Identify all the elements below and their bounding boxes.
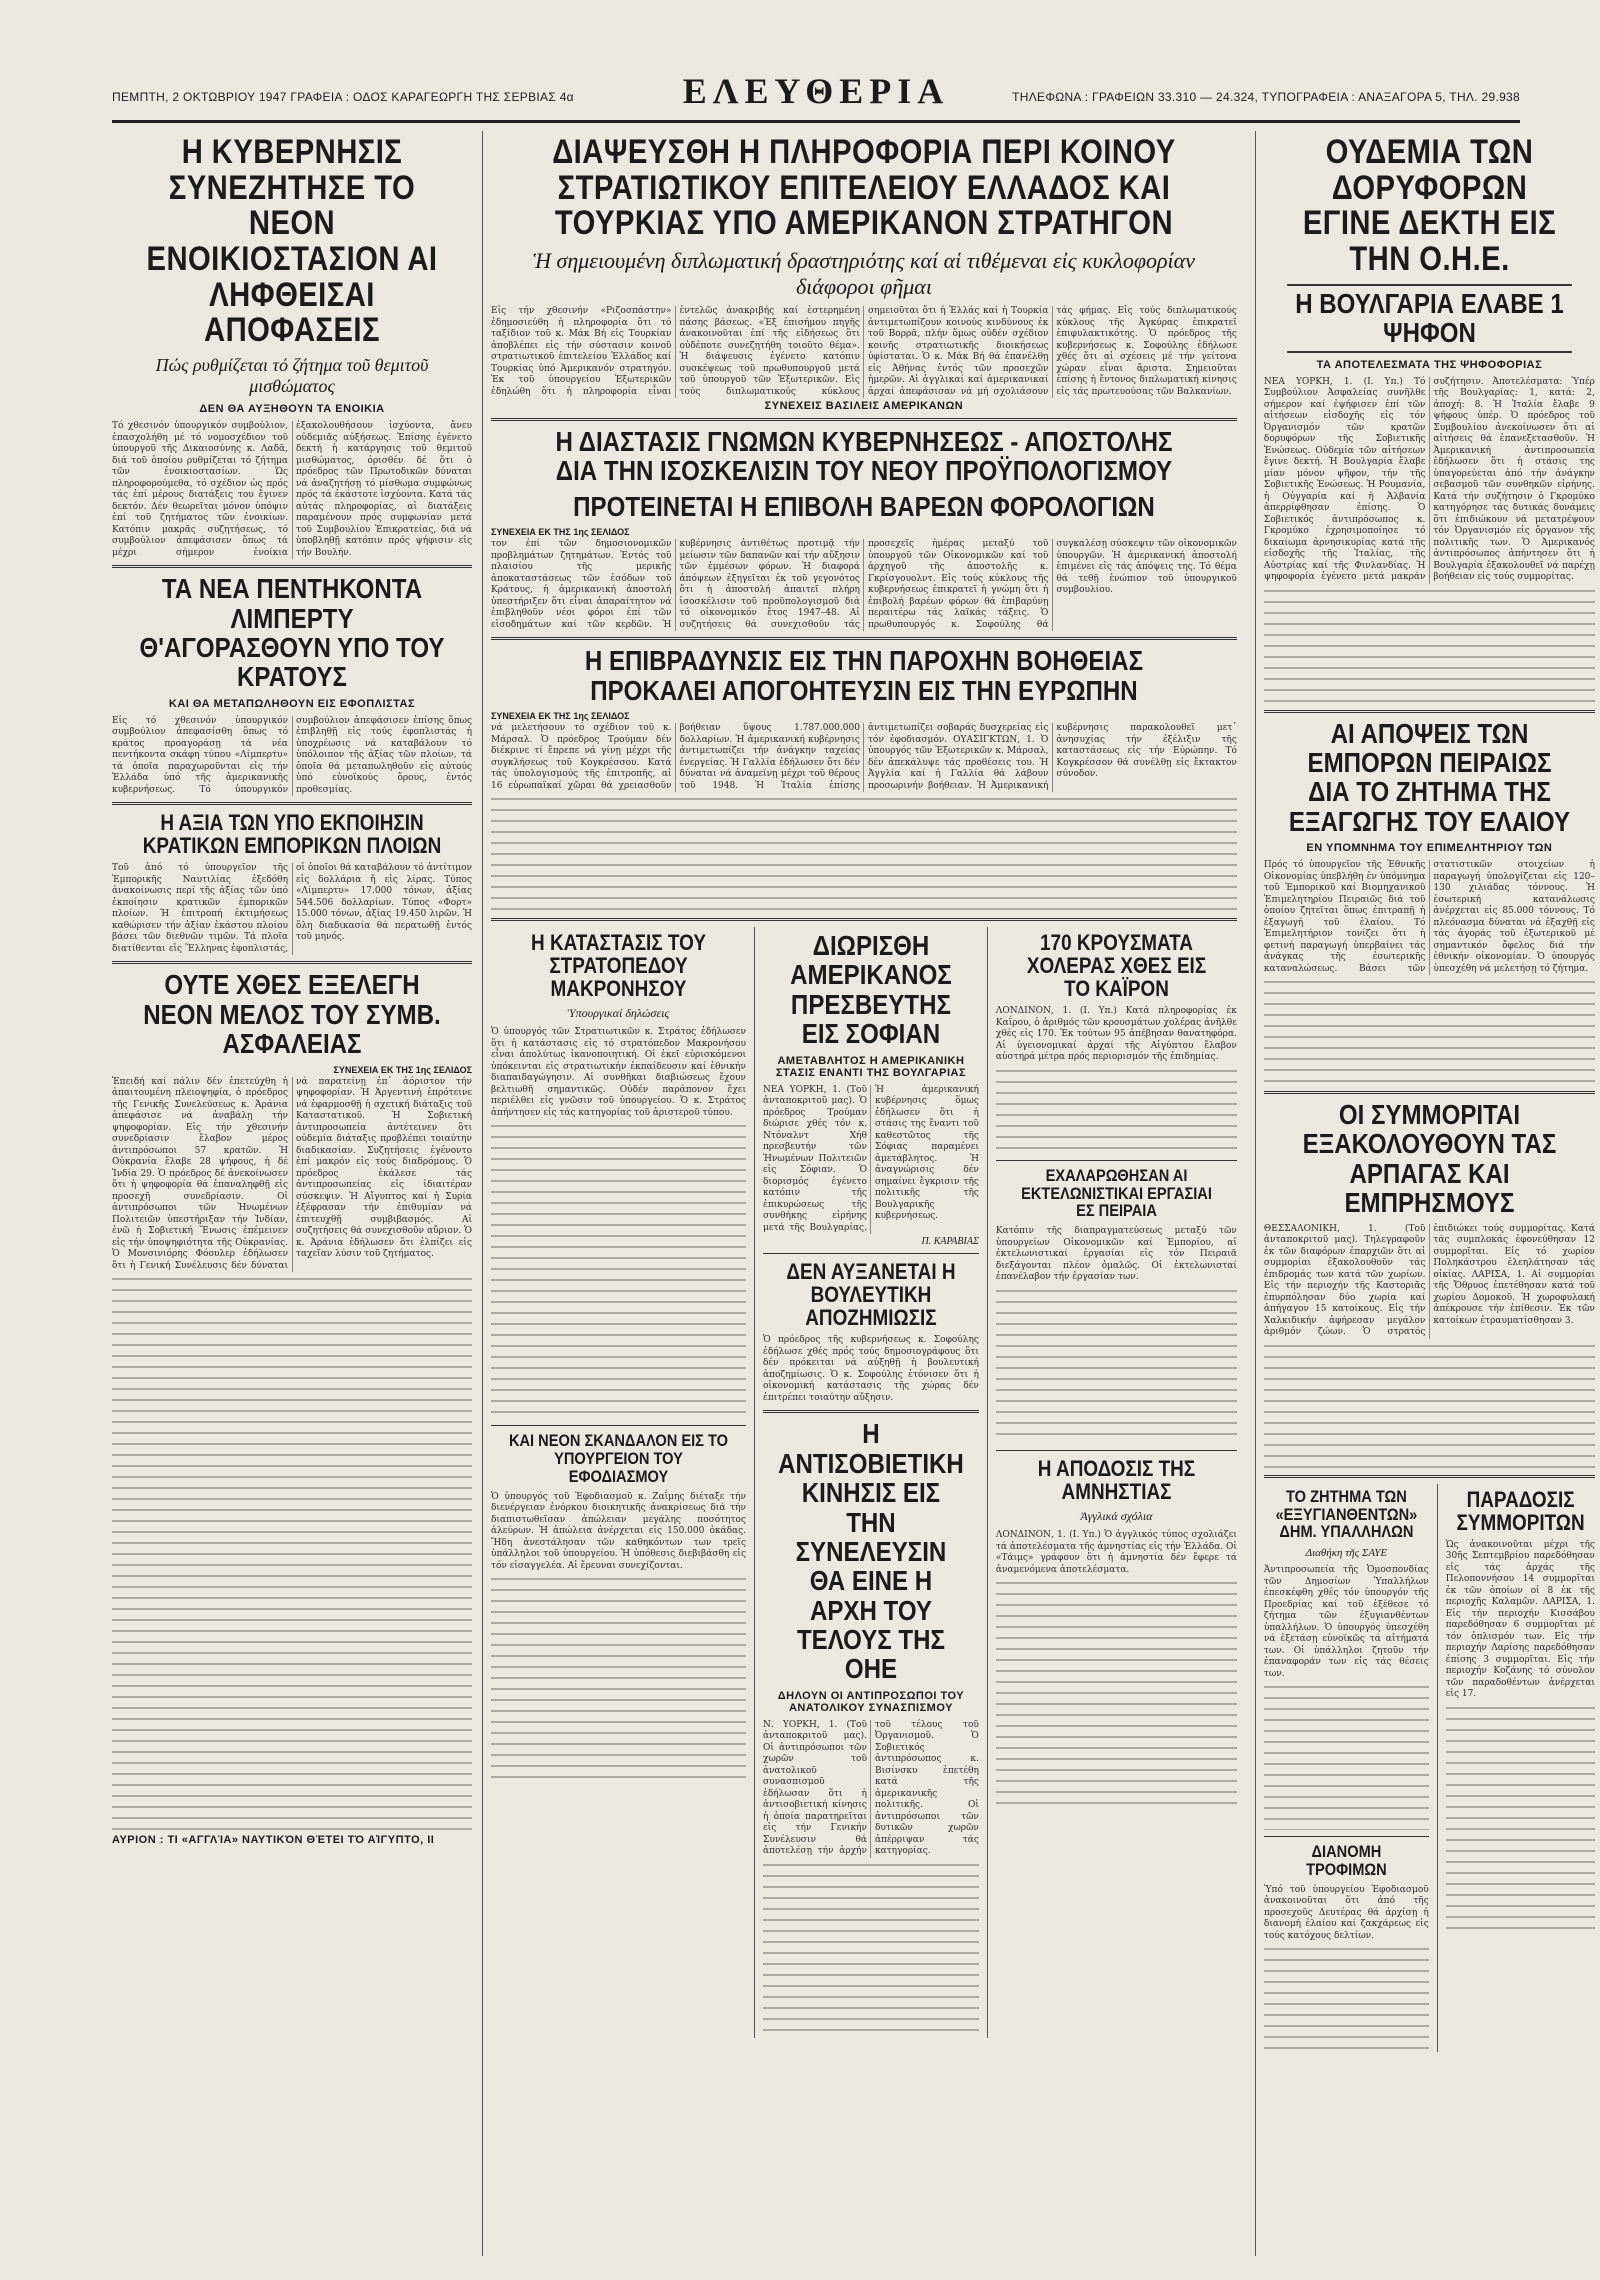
body-customs: Κατόπιν τῆς διαπραγματεύσεως μεταξύ τῶν ὑπουργείων Οἰκονομικῶν καί Ἐμπορίου, αἱ ἐκτελωνιστικαί ἐργασίαι εἰς τόν Πειραιᾶ διεξάγονται πλέον ὁμαλῶς. Οἱ ἐκτελωνισταί ἐπανέλαβον τήν ἐργασίαν των.	[995, 1226, 1237, 1283]
divider	[996, 1450, 1237, 1451]
body-security-council: Ἐπειδή καί πάλιν δέν ἐπετεύχθη ἡ ἀπαιτουμένη πλειοψηφία, ὁ πρόεδρος τῆς Γενικῆς Συνελεύσεως κ. Ἀράνια ἀπεφάσισε νά ἀναβάλῃ τήν ψηφοφορίαν. Εἰς τήν χθεσινήν συνεδρίασιν ἔλαβον μέρος ἀντιπρόσωποι 57 κρατῶν. Ἡ Οὐκρανία ἔλαβε 28 ψήφους, ἡ δέ Ἰνδία 29. Ὁ πρόεδρος δέ ἀνεκοίνωσεν ὅτι ἡ ψηφοφορία θά ἐπαναληφθῇ εἰς προσεχῆ συνεδρίασιν. Οἱ ἀντιπρόσωποι τῶν Ἡνωμένων Πολιτειῶν ὑπεστήριξαν τήν Ἰνδίαν, ἐνῶ ἡ Σοβιετική Ἕνωσις ἐπέμεινεν εἰς τήν ὑποψηφιότητα τῆς Οὐκρανίας. Ὁ Μονσινιόρης Φόουλερ ἐδήλωσεν ὅτι ἡ Γενική Συνέλευσις δέν δύναται νά παρατείνῃ ἐπ᾽ ἀόριστον τήν ψηφοφορίαν. Ἡ Ἀργεντινή ἐπρότεινε νά ἐφαρμοσθῇ ἡ σχετική διάταξις τοῦ Καταστατικοῦ. Ἡ Σοβιετική ἀντιπροσωπεία ἀντέτεινεν ὅτι οὐδεμία διάταξις προβλέπει τοιαύτην διαδικασίαν. Συζητήσεις ἐγένοντο ἐπί μακρόν εἰς τούς διαδρόμους. Ὁ πρόεδρος ἐκάλεσε τάς ἀντιπροσωπείας εἰς ἰδιαιτέραν σύσκεψιν. Ἡ Αἴγυπτος καί ἡ Συρία ἐξέφρασαν τήν ἐπιθυμίαν νά ἐπιτευχθῇ συμβιβασμός. Αἱ συζητήσεις θά συνεχισθοῦν αὔριον. Ὁ κ. Ἀράνια ἐδήλωσεν ὅτι ἐλπίζει εἰς ταχεῖαν λύσιν τοῦ ζητήματος.	[112, 1076, 472, 1271]
body-aid-delay: νά μελετήσουν τό σχέδιον τοῦ κ. Μάρσαλ. Ὁ πρόεδρος Τρούμαν δέν διέκρινε τί ἔπρεπε νά γίνῃ μέχρι τῆς συγκλήσεως τοῦ Κογκρέσσου. Κατά τάς ὑπολογισμούς τῆς ἐπιτροπῆς, αἱ 16 εὐρωπαϊκαί χῶραι θά χρειασθοῦν βοήθειαν ὕψους 1.787.000.000 δολλαρίων. Ἡ ἀμερικανική κυβέρνησις ἀντιμετωπίζει τήν ἀνάγκην ταχείας ἐνεργείας. Ἡ Γαλλία ἐδήλωσεν ὅτι δέν δύναται νά ἀναμείνῃ μέχρι τοῦ θέρους τοῦ 1948. Ἡ Ἰταλία ἐπίσης ἀντιμετωπίζει σοβαράς δυσχερείας εἰς τόν ἐφοδιασμόν. ΟΥΑΣΙΓΚΤΩΝ, 1. Ὁ ὑπουργός τῶν Ἐξωτερικῶν κ. Μάρσαλ, δέν ἀπεκάλυψε τάς προθέσεις του. Ἡ Ἀγγλία καί ἡ Γαλλία θά λάβουν προσωρινήν βοήθειαν. Ἡ Ἀμερικανική κυβέρνησις παρακολουθεῖ μετ᾽ ἀνησυχίας τήν ἐξέλιξιν τῆς καταστάσεως εἰς τήν Εὐρώπην. Τό Κογκρέσσον θά συνέλθῃ εἰς ἔκτακτον σύνοδον.	[491, 723, 1237, 791]
body-ship-value: Τοῦ ἀπό τό ὑπουργεῖον τῆς Ἐμπορικῆς Ναυτιλίας ἐξεδόθη ἀνακοίνωσις περί τῆς ἀξίας τῶν ὑπό ἐκποίησιν κρατικῶν ἐμπορικῶν πλοίων. Ἡ ἐπιτροπή ἐκτιμήσεως καθώρισεν τήν ἀξίαν ἑκάστου πλοίου βάσει τῶν διεθνῶν τιμῶν. Τά πλοῖα διατίθενται εἰς Ἕλληνας ἐφοπλιστάς, οἱ ὁποῖοι θά καταβάλουν τό ἀντίτιμον εἰς δολλάρια ἤ εἰς λίρας. Τύπος «Λίμπερτυ» 17.000 τόνων, ἀξίας 544.506 δολλαρίων. Τύπος «Φορτ» 15.000 τόνων, ἀξίας 19.450 λιρῶν. Ἡ ὅλη διαδικασία θά περατωθῇ ἐντός τοῦ μηνός.	[112, 863, 472, 954]
article-satellites	[1264, 135, 1595, 704]
article-bandits	[1264, 1100, 1595, 1469]
article-customs	[996, 1167, 1237, 1444]
text-column-filler	[491, 1572, 746, 1782]
body-scandal: Ὁ ὑπουργός τοῦ Ἐφοδιασμοῦ κ. Ζαΐμης διέταξε τήν διενέργειαν ἐνόρκου διοικητικῆς ἀνακρίσεως διά τήν διαπιστωθεῖσαν ἀπώλειαν μεγάλης ποσότητος ἀλεύρων. Ἡ ἀπώλεια ἀνέρχεται εἰς 150.000 ὀκάδας. Ἤδη ἀνεστάλησαν τῶν καθηκόντων των τρεῖς ὑπάλληλοι τοῦ ὑπουργείου. Ἡ ὑπόθεσις διεβιβάσθη εἰς τόν εἰσαγγελέα. Αἱ ἔρευναι συνεχίζονται.	[491, 1491, 746, 1571]
text-column-filler	[1264, 1339, 1595, 1469]
divider	[491, 637, 1237, 640]
article-budget	[491, 427, 1237, 631]
text-column-filler	[491, 1119, 746, 1419]
article-liberty-ships	[112, 574, 472, 796]
headline-budget: Η ΔΙΑΣΤΑΣΙΣ ΓΝΩΜΩΝ ΚΥΒΕΡΝΗΣΕΩΣ - ΑΠΟΣΤΟΛΗΣ ΔΙΑ ΤΗΝ ΙΣΟΣΚΕΛΙΣΙΝ ΤΟΥ ΝΕΟΥ ΠΡΟΫΠΟΛΟΓΙΣΜΟΥ	[555, 426, 1173, 487]
headline-makronisos: Η ΚΑΤΑΣΤΑΣΙΣ ΤΟΥ ΣΤΡΑΤΟΠΕΔΟΥ ΜΑΚΡΟΝΗΣΟΥ	[531, 930, 706, 1002]
kicker-ambassador: ΑΜΕΤΑΒΛΗΤΟΣ Η ΑΜΕΡΙΚΑΝΙΚΗ ΣΤΑΣΙΣ ΕΝΑΝΤΙ ΤΗΣ ΒΟΥΛΓΑΡΙΑΣ	[775, 1054, 967, 1079]
left-column	[112, 131, 472, 2256]
article-lead-denial	[491, 135, 1237, 412]
body-satellites: ΝΕΑ ΥΟΡΚΗ, 1. (Ι. Υπ.) Τό Συμβούλιον Ἀσφαλείας συνῆλθε σήμερον καί ἐψήφισεν ἐπί τῶν αἰτήσεων εἰσδοχῆς εἰς τόν Ὀργανισμόν τῶν κρατῶν δορυφόρων τῆς Σοβιετικῆς Ἑνώσεως. Οὐδεμία τῶν αἰτήσεων ἔγινε δεκτή. Ἡ Βουλγαρία ἔλαβε μίαν μόνον ψῆφον, τήν τῆς Σοβιετικῆς Ἑνώσεως. Ἡ Ρουμανία, ἡ Οὐγγαρία καί ἡ Ἀλβανία ἀπερρίφθησαν ἐπίσης. Ὁ Σοβιετικός ἀντιπρόσωπος κ. Γκρομύκο ἐχρησιμοποίησε τό δικαίωμα ἀρνησικυρίας κατά τῆς εἰσδοχῆς τῆς Ἰταλίας, τῆς Αὐστρίας καί τῆς Φινλανδίας. Ἡ ψηφοφορία ἐγένετο μετά μακράν συζήτησιν. Ἀποτελέσματα: Ὑπέρ τῆς Βουλγαρίας: 1, κατά: 2, ἀποχή: 8. Ἡ Ἰταλία ἔλαβε 9 ψήφους ὑπέρ. Ὁ πρόεδρος τοῦ Συμβουλίου ἀνεκοίνωσεν ὅτι αἱ αἰτήσεις θά ἐπανεξετασθοῦν. Ἡ Ἀμερικανική ἀντιπροσωπεία ἐδήλωσεν ὅτι ἡ στάσις της ὑπαγορεύεται ἀπό τήν ἀνάγκην σεβασμοῦ τῶν συνθηκῶν εἰρήνης. Κατά τήν συζήτησιν ὁ Γκρομύκο κατηγόρησε τάς δυτικάς δυνάμεις ὅτι ἐπιδιώκουν νά μετατρέψουν τόν Ὀργανισμόν εἰς ὄργανον τῆς πολιτικῆς των. Ὁ Ἀμερικανός ἀντιπρόσωπος ἀπήντησεν ὅτι ἡ Βουλγαρία ἐξακολουθεῖ νά παρέχῃ βοήθειαν εἰς τούς συμμορίτας.	[1263, 376, 1595, 583]
article-cholera	[996, 931, 1237, 1154]
divider	[491, 418, 1237, 421]
continued-note: ΣΥΝΕΧΕΙΑ ΕΚ ΤΗΣ 1ης ΣΕΛΙΔΟΣ	[333, 1064, 472, 1075]
right-column	[1255, 131, 1595, 2256]
body-mp-pay: Ὁ πρόεδρος τῆς κυβερνήσεως κ. Σοφούλης ἐδήλωσε χθές πρός τούς δημοσιογράφους ὅτι δέν πρόκειται νά αὐξηθῇ ἡ βουλευτική ἀποζημίωσις. Ὁ κ. Σοφούλης ἐτόνισεν ὅτι ἡ οἰκονομική κατάστασις τῆς χώρας δέν ἐπιτρέπει τοιαύτην αὔξησιν.	[763, 1335, 979, 1403]
headline-satellites: ΟΥΔΕΜΙΑ ΤΩΝ ΔΟΡΥΦΟΡΩΝ ΕΓΙΝΕ ΔΕΚΤΗ ΕΙΣ ΤΗΝ Ο.Η.Ε.	[1302, 133, 1557, 279]
middle-column	[482, 131, 1245, 2256]
middle-bottom-left	[491, 927, 746, 2038]
byline-ambassador: Π. ΚΑΡΑΒΙΑΣ	[921, 1236, 979, 1248]
headline-ship-value: Η ΑΞΙΑ ΤΩΝ ΥΠΟ ΕΚΠΟΙΗΣΙΝ ΚΡΑΤΙΚΩΝ ΕΜΠΟΡΙΚΩΝ ΠΛΟΙΩΝ	[142, 810, 442, 859]
footer-note: ΑΥΡΙΟΝ : ΤΙ «ΑΓΓΛΊΑ» ΝΑΥΤΙΚΌΝ ΘΈΤΕΙ ΤΌ ΑἸΓΥΠΤΟ, II	[112, 1834, 435, 1847]
article-olive-oil	[1264, 719, 1595, 1086]
text-column-filler	[1446, 1701, 1595, 1931]
subheadline-employees: Διαθήκη τῆς ΣΑΥΕ	[1305, 1547, 1388, 1560]
headline-bandits: ΟΙ ΣΥΜΜΟΡΙΤΑΙ ΕΞΑΚΟΛΟΥΘΟΥΝ ΤΑΣ ΑΡΠΑΓΑΣ ΚΑΙ ΕΜΠΡΗΣΜΟΥΣ	[1302, 1099, 1557, 1219]
masthead	[112, 70, 1520, 123]
divider	[1264, 1836, 1429, 1837]
headline-rent-control: Η ΚΥΒΕΡΝΗΣΙΣ ΣΥΝΕΖΗΤΗΣΕ ΤΟ ΝΕΟΝ ΕΝΟΙΚΙΟΣΤΑΣΙΟΝ ΑΙ ΛΗΦΘΕΙΣΑΙ ΑΠΟΦΑΣΕΙΣ	[146, 133, 438, 350]
text-column-filler	[763, 1858, 979, 2038]
middle-bottom-section	[491, 927, 1237, 2038]
kicker-rent-control: ΔΕΝ ΘΑ ΑΥΞΗΘΟΥΝ ΤΑ ΕΝΟΙΚΙΑ	[199, 403, 385, 416]
headline-ambassador: ΔΙΩΡΙΣΘΗ ΑΜΕΡΙΚΑΝΟΣ ΠΡΕΣΒΕΥΤΗΣ ΕΙΣ ΣΟΦΙΑΝ	[790, 930, 952, 1050]
body-amnesty: ΛΟΝΔΙΝΟΝ, 1. (Ι. Υπ.) Ὁ ἀγγλικός τύπος σχολιάζει τά ἀποτελέσματα τῆς ἀμνηστίας εἰς τήν Ἑλλάδα. Οἱ «Τάιμς» γράφουν ὅτι ἡ ἀμνηστία δέν ἔφερε τά ἀναμενόμενα ἀποτελέσματα.	[995, 1530, 1237, 1575]
article-anti-soviet	[763, 1419, 979, 2038]
headline-customs: ΕΧΑΛΑΡΩΘΗΣΑΝ ΑΙ ΕΚΤΕΛΩΝΙΣΤΙΚΑΙ ΕΡΓΑΣΙΑΙ ΕΣ ΠΕΙΡΑΙΑ	[1021, 1165, 1212, 1221]
divider	[1264, 1091, 1595, 1094]
headline-liberty-ships: ΤΑ ΝΕΑ ΠΕΝΤΗΚΟΝΤΑ ΛΙΜΠΕΡΤΥ Θ'ΑΓΟΡΑΣΘΟΥΝ ΥΠΟ ΤΟΥ ΚΡΑΤΟΥΣ	[139, 573, 445, 693]
article-food-distribution	[1264, 1843, 1429, 2052]
body-liberty-ships: Εἰς τό χθεσινόν ὑπουργικόν συμβούλιον ἀπεφασίσθη ὅπως τό κράτος προαγοράσῃ τά νέα πεντήκοντα σκάφη τύπου «Λίμπερτυ» τά ὁποῖα παραχωροῦνται εἰς τήν Ἑλλάδα ὑπό τῆς ἀμερικανικῆς κυβερνήσεως. Τό ὑπουργικόν συμβούλιον ἀπεφάσισεν ἐπίσης ὅπως ἐπιβληθῇ εἰς τούς ἐφοπλιστάς ἡ ὑποχρέωσις νά καταβάλουν τό ὑπόλοιπον τῆς ἀξίας τῶν πλοίων, τά ὁποῖα θά μεταπωληθοῦν εἰς αὐτούς ὑπό εὐνοϊκούς ὅρους, ἐντός προθεσμίας.	[112, 715, 472, 795]
article-scandal	[491, 1432, 746, 1782]
divider	[491, 1425, 746, 1426]
masthead-phones: ΤΗΛΕΦΩΝΑ : ΓΡΑΦΕΙΩΝ 33.310 — 24.324, ΤΥΠΟΓΡΑΦΕΙΑ : ΑΝΑΞΑΓΟΡΑ 5, ΤΗΛ. 29.938	[1012, 90, 1520, 104]
headline-olive-oil: ΑΙ ΑΠΟΨΕΙΣ ΤΩΝ ΕΜΠΟΡΩΝ ΠΕΙΡΑΙΩΣ ΔΙΑ ΤΟ ΖΗΤΗΜΑ ΤΗΣ ΕΞΑΓΩΓΗΣ ΤΟΥ ΕΛΑΙΟΥ	[1288, 717, 1570, 837]
headline-scandal: ΚΑΙ ΝΕΟΝ ΣΚΑΝΔΑΛΟΝ ΕΙΣ ΤΟ ΥΠΟΥΡΓΕΙΟΝ ΤΟΥ ΕΦΟΔΙΑΣΜΟΥ	[508, 1431, 729, 1486]
kicker-satellites: ΤΑ ΑΠΟΤΕΛΕΣΜΑΤΑ ΤΗΣ ΨΗΦΟΦΟΡΙΑΣ	[1316, 358, 1543, 371]
newspaper-title: ΕΛΕΥΘΕΡΙΑ	[682, 71, 950, 111]
text-column-filler	[996, 1064, 1237, 1154]
article-ambassador	[763, 931, 979, 1247]
headline-employees: ΤΟ ΖΗΤΗΜΑ ΤΩΝ «ΕΞΥΓΙΑΝΘΕΝΤΩΝ» ΔΗΜ. ΥΠΑΛΛΗΛΩΝ	[1275, 1486, 1418, 1542]
headline-surrenders: ΠΑΡΑΔΟΣΙΣ ΣΥΜΜΟΡΙΤΩΝ	[1456, 1486, 1585, 1535]
divider	[1264, 710, 1595, 713]
body-rent-control: Τό χθεσινόν ὑπουργικόν συμβούλιον, ἐπασχολήθη μέ τό νομοσχέδιον τοῦ ὑπουργοῦ τῆς Δικαιοσύνης κ. Λαδᾶ, διά τοῦ ὁποίου ρυθμίζεται τό ζήτημα τῶν ἐνοικιοστασίων. Ὡς πληροφορούμεθα, τό σχέδιον ὡς πρός τάς ἐπί μέρους διατάξεις του ἔγινεν δεκτόν. Δέν θεωρεῖται μόνον ὑπόψιν ἐπί τοῦ ζητήματος τῶν ἐνοικίων. Κατόπιν μακρᾶς συζητήσεως, τό συμβούλιον ἀπεφάσισεν ὅπως τά μέχρι σήμερον ἐνοίκια ἐξακολουθήσουν ἰσχύοντα, ἄνευ οὐδεμιᾶς αὐξήσεως. Ἐπίσης ἐγένετο δεκτή ἡ κατάργησις τοῦ θεμιτοῦ μισθώματος, ὁρισθέν δέ ὅτι ὁ πρόεδρος τῶν Πρωτοδικῶν δύναται νά ἀναζητήσῃ τό μίσθωμα συμφώνως πρός τά ἐκάστοτε ἰσχύοντα. Κατά τάς αὐτάς πληροφορίας, αἱ διατάξεις παραμένουν πρός συμφωνίαν μετά τοῦ Συμβουλίου Ἐπικρατείας, διά νά ὑποβληθῇ κατόπιν πρός ψήφισιν εἰς τήν Βουλήν.	[112, 421, 472, 558]
right-bottom-section	[1264, 1484, 1595, 2053]
article-mp-pay	[763, 1260, 979, 1404]
headline-budget-2: ΠΡΟΤΕΙΝΕΤΑΙ Η ΕΠΙΒΟΛΗ ΒΑΡΕΩΝ ΦΟΡΟΛΟΓΙΩΝ	[573, 490, 1155, 522]
kicker-anti-soviet: ΔΗΛΟΥΝ ΟΙ ΑΝΤΙΠΡΟΣΩΠΟΙ ΤΟΥ ΑΝΑΤΟΛΙΚΟΥ ΣΥΝΑΣΠΙΣΜΟΥ	[777, 1689, 965, 1714]
kicker-olive-oil: ΕΝ ΥΠΟΜΝΗΜΑ ΤΟΥ ΕΠΙΜΕΛΗΤΗΡΙΟΥ ΤΩΝ	[1306, 842, 1553, 855]
headline-bulgaria-vote: Η ΒΟΥΛΓΑΡΙΑ ΕΛΑΒΕ 1 ΨΗΦΟΝ	[1287, 284, 1572, 353]
divider	[1264, 1475, 1595, 1478]
divider	[491, 918, 1237, 921]
subheadline-rent-control: Πώς ρυθμίζεται τό ζήτημα τοῦ θεμιτοῦ μισθώματος	[155, 355, 429, 397]
headline-aid-delay: Η ΕΠΙΒΡΑΔΥΝΣΙΣ ΕΙΣ ΤΗΝ ΠΑΡΟΧΗΝ ΒΟΗΘΕΙΑΣ ΠΡΟΚΑΛΕΙ ΑΠΟΓΟΗΤΕΥΣΙΝ ΕΙΣ ΤΗΝ ΕΥΡΩΠΗΝ	[584, 645, 1144, 706]
text-column-filler	[1264, 1680, 1429, 1830]
text-column-filler	[996, 1576, 1237, 1806]
continued-note: ΣΥΝΕΧΕΙΑ ΕΚ ΤΗΣ 1ης ΣΕΛΙΔΟΣ	[491, 527, 630, 538]
text-column-filler	[491, 792, 1237, 912]
middle-bottom-right	[987, 927, 1237, 2038]
headline-mp-pay: ΔΕΝ ΑΥΞΑΝΕΤΑΙ Η ΒΟΥΛΕΥΤΙΚΗ ΑΠΟΖΗΜΙΩΣΙΣ	[786, 1259, 956, 1331]
subheadline-amnesty: Ἀγγλικά σχόλια	[1080, 1509, 1153, 1524]
body-lead-denial: Εἰς τήν χθεσινήν «Ριζοσπάστην» ἐδημοσιεύθη ἡ πληροφορία ὅτι τό ταξίδιον τοῦ κ. Μάκ Βή εἰς Τουρκίαν ἀποβλέπει εἰς τήν σύστασιν κοινοῦ στρατιωτικοῦ ἐπιτελείου Ἑλλάδος καί Τουρκίας ὑπό Ἀμερικανόν στρατηγόν. Ἐκ τοῦ ὑπουργείου Ἐξωτερικῶν ἐδηλώθη ὅτι ἡ πληροφορία εἶναι ἐντελῶς ἀνακριβής καί ἐστερημένη πάσης βάσεως. «Ἐξ ἐπισήμου πηγῆς ἀνακοινοῦται ἐπί τῆς εἰδήσεως ὅτι οὐδέποτε συνεζητήθη τοιοῦτο θέμα». Ἡ διάψευσις ἐγένετο κατόπιν συσκέψεως τοῦ πρωθυπουργοῦ μετά τοῦ ὑπουργοῦ τῶν Ἐξωτερικῶν. Εἰς τούς διπλωματικούς κύκλους σημειοῦται ὅτι ἡ Ἑλλάς καί ἡ Τουρκία ἀντιμετωπίζουν κοινούς κινδύνους ἐκ τοῦ Βορρᾶ, πλήν ὅμως οὐδέν σχέδιον κοινῆς στρατιωτικῆς διοικήσεως ὑφίσταται. Ὁ κ. Μάκ Βή θά ἐπανέλθῃ εἰς Ἀθήνας ἐντός τῶν προσεχῶν ἡμερῶν. Αἱ ἀγγλικαί καί ἀμερικανικαί ἀρχαί ἀπεφάσισαν νά μή σχολιάσουν τάς φήμας. Εἰς τούς διπλωματικούς κύκλους τῆς Ἀγκύρας ἐπικρατεῖ ἐπιφυλακτικότης. Ὁ πρόεδρος τῆς κυβερνήσεως κ. Σοφούλης ἐδήλωσε χθές ὅτι αἱ σχέσεις μέ τήν γείτονα χώραν εἶναι ἄριστα. Σημειοῦται ἐπίσης ἡ ἔντονος διπλωματική κίνησις εἰς τάς πρωτευούσας τῶν Βαλκανίων.	[491, 306, 1237, 397]
continued-note: ΣΥΝΕΧΕΙΑ ΕΚ ΤΗΣ 1ης ΣΕΛΙΔΟΣ	[491, 711, 630, 722]
article-makronisos	[491, 931, 746, 1419]
divider	[112, 961, 472, 964]
body-employees: Ἀντιπροσωπεία τῆς Ὁμοσπονδίας τῶν Δημοσίων Ὑπαλλήλων ἐπεσκέφθη χθές τόν ὑπουργόν τῆς Προεδρίας καί τοῦ ἐξέθεσε τό ζήτημα τῶν ἐξυγιανθέντων ὑπαλλήλων. Ὁ ὑπουργός ὑπεσχέθη νά ἐξετάσῃ εὐνοϊκῶς τά αἰτήματά των. Οἱ ὑπάλληλοι ζητοῦν τήν ἐπαναφοράν των εἰς τάς θέσεις των.	[1263, 1565, 1429, 1679]
body-makronisos: Ὁ ὑπουργός τῶν Στρατιωτικῶν κ. Στράτος ἐδήλωσεν ὅτι ἡ κατάστασις εἰς τό στρατόπεδον Μακρονήσου εἶναι ἀπολύτως ἱκανοποιητική. Οἱ ἐκεῖ εὑρισκόμενοι ὑπόκεινται εἰς στρατιωτικήν ἐκπαίδευσιν καί ἐθνικήν διαπαιδαγώγησιν. Αἱ συνθῆκαι διαβιώσεως ἔχουν βελτιωθῆ σημαντικῶς. Οὐδέν παράπονον ἔχει περιέλθει εἰς γνῶσιν τοῦ ὑπουργείου. Ὁ κ. Στράτος ἀπήντησεν εἰς τάς κατηγορίας τοῦ ἀριστεροῦ τύπου.	[491, 1027, 746, 1118]
right-bottom-right	[1437, 1484, 1595, 2053]
text-column-filler	[1264, 584, 1595, 704]
body-cholera: ΛΟΝΔΙΝΟΝ, 1. (Ι. Υπ.) Κατά πληροφορίας ἐκ Καΐρου, ὁ ἀριθμός τῶν κρουσμάτων χολέρας ἀνῆλθε χθές εἰς 170. Ἐκ τούτων 95 ἀπέβησαν θανατηφόρα. Αἱ ὑγειονομικαί ἀρχαί τῆς Αἰγύπτου ἔλαβον αὐστηρά μέτρα πρός περιορισμόν τῆς ἐπιδημίας.	[995, 1006, 1237, 1063]
body-ambassador: ΝΕΑ ΥΟΡΚΗ, 1. (Τοῦ ἀνταποκριτοῦ μας). Ὁ πρόεδρος Τρούμαν διώρισε χθές τόν κ. Ντόναλντ Χήθ πρεσβευτήν τῶν Ἡνωμένων Πολιτειῶν εἰς Σόφιαν. Ὁ διορισμός ἐγένετο κατόπιν τῆς ἐπικυρώσεως τῆς συνθήκης εἰρήνης μετά τῆς Βουλγαρίας. Ἡ ἀμερικανική κυβέρνησις ὅμως ἐδήλωσεν ὅτι ἡ στάσις της ἔναντι τοῦ καθεστῶτος τῆς Σόφιας παραμένει ἀμετάβλητος. Ἡ ἀναγνώρισις δέν σημαίνει ἔγκρισιν τῆς πολιτικῆς τῆς Βουλγαρικῆς κυβερνήσεως.	[763, 1084, 979, 1233]
headline-food-distribution: ΔΙΑΝΟΜΗ ΤΡΟΦΙΜΩΝ	[1306, 1842, 1387, 1880]
subheadline-lead-denial: Ἡ σημειουμένη διπλωματική δραστηριότης καί αἱ τιθέμεναι εἰς κυκλοφορίαν διάφοροι φῆμαι	[532, 248, 1195, 300]
divider	[763, 1253, 979, 1254]
divider	[996, 1160, 1237, 1161]
body-anti-soviet: Ν. ΥΟΡΚΗ, 1. (Τοῦ ἀνταποκριτοῦ μας). Οἱ ἀντιπρόσωποι τῶν χωρῶν τοῦ ἀνατολικοῦ συνασπισμοῦ ἐδήλωσαν ὅτι ἡ ἀντισοβιετική κίνησις ἡ ὁποία παρατηρεῖται εἰς τήν Γενικήν Συνέλευσιν θά ἀποτελέσῃ τήν ἀρχήν τοῦ τέλους τοῦ Ὀργανισμοῦ. Ὁ Σοβιετικός ἀντιπρόσωπος κ. Βισίνσκυ ἐπετέθη κατά τῆς ἀμερικανικῆς πολιτικῆς. Οἱ ἀντιπρόσωποι τῶν δυτικῶν χωρῶν ἀπέρριψαν τάς κατηγορίας.	[763, 1719, 979, 1857]
subheadline-makronisos: Ὑπουργικαί δηλώσεις	[567, 1006, 670, 1021]
body-surrenders: Ὡς ἀνακοινοῦται μέχρι τῆς 30ῆς Σεπτεμβρίου παρεδόθησαν εἰς τάς ἀρχάς τῆς Πελοποννήσου 14 συμμορῖται ἐκ τῶν ὁποίων οἱ 8 ἐκ τῆς περιοχῆς Καλαμῶν. ΛΑΡΙΣΑ, 1. Εἰς τήν περιοχήν Κισσάβου παρεδόθησαν 6 συμμορῖται μέ τόν ὁπλισμόν των. Εἰς τήν περιοχήν Λαρίσης παρεδόθησαν ἐπίσης 3 συμμορῖται. Εἰς τήν περιοχήν Κοζάνης τό σύνολον τῶν παραδοθέντων ἀνέρχεται εἰς 17.	[1445, 1539, 1595, 1700]
article-security-council	[112, 970, 472, 1846]
text-column-filler	[1264, 975, 1595, 1085]
article-amnesty	[996, 1457, 1237, 1806]
masthead-date-address: ΠΕΜΠΤΗ, 2 ΟΚΤΩΒΡΙΟΥ 1947 ΓΡΑΦΕΙΑ : ΟΔΟΣ ΚΑΡΑΓΕΩΡΓΗ ΤΗΣ ΣΕΡΒΙΑΣ 4α	[112, 90, 574, 104]
headline-amnesty: Η ΑΠΟΔΟΣΙΣ ΤΗΣ ΑΜΝΗΣΤΙΑΣ	[1037, 1455, 1196, 1504]
right-bottom-left	[1264, 1484, 1429, 2053]
text-column-filler	[112, 1272, 472, 1832]
body-budget: τον ἐπί τῶν δημοσιονομικῶν προβλημάτων ζητημάτων. Ἐντός τοῦ πλαισίου τῆς μερικῆς ἀποκαταστάσεως τῶν ἐσόδων τοῦ Κράτους, ἡ ἀμερικανική ἀποστολή ὑπεστήριξεν ὅτι εἶναι ἀπαραίτητον νά ἐπιβληθοῦν νέοι φόροι ἐπί τῶν εἰσοδημάτων καί τῶν κερδῶν. Ἡ κυβέρνησις ἀντιθέτως προτιμᾷ τήν μείωσιν τῶν δαπανῶν καί τήν αὔξησιν τῶν ἐμμέσων φόρων. Ἡ διαφορά ἀπόψεων ἐξηγεῖται ἐκ τοῦ γεγονότος ὅτι ἡ ἀποστολή ἀπαιτεῖ πλήρη ἰσοσκέλισιν τοῦ προϋπολογισμοῦ διά τό οἰκονομικόν ἔτος 1947–48. Αἱ συζητήσεις θά συνεχισθοῦν τάς προσεχεῖς ἡμέρας μεταξύ τοῦ ὑπουργοῦ τῶν Οἰκονομικῶν καί τοῦ ἀρχηγοῦ τῆς ἀποστολῆς κ. Γκρίσγουολντ. Εἰς τούς κύκλους τῆς κυβερνήσεως ἐπικρατεῖ ἡ γνώμη ὅτι ἡ ἐπιβολή βαρέων φόρων θά ἐπιβαρύνῃ περαιτέρω τάς λαϊκάς τάξεις. Ὁ πρωθυπουργός κ. Σοφούλης θά συγκαλέσῃ σύσκεψιν τῶν οἰκονομικῶν ὑπουργῶν. Ἡ ἀμερικανική ἀποστολή ἐπιμένει εἰς τάς ἀπόψεις της. Τό θέμα θά τεθῇ ἐνώπιον τοῦ ὑπουργικοῦ συμβουλίου.	[491, 539, 1237, 630]
headline-security-council: ΟΥΤΕ ΧΘΕΣ ΕΞΕΛΕΓΗ ΝΕΟΝ ΜΕΛΟΣ ΤΟΥ ΣΥΜΒ. ΑΣΦΑΛΕΙΑΣ	[143, 969, 441, 1060]
headline-anti-soviet: Η ΑΝΤΙΣΟΒΙΕΤΙΚΗ ΚΙΝΗΣΙΣ ΕΙΣ ΤΗΝ ΣΥΝΕΛΕΥΣΙΝ ΘΑ ΕΙΝΕ Η ΑΡΧΗ ΤΟΥ ΤΕΛΟΥΣ ΤΗΣ ΟΗΕ	[778, 1418, 964, 1685]
page-grid	[112, 131, 1595, 2256]
article-rent-control	[112, 135, 472, 559]
article-surrenders	[1446, 1488, 1595, 1931]
body-food-distribution: Ὑπό τοῦ ὑπουργείου Ἐφοδιασμοῦ ἀνακοινοῦται ὅτι ἀπό τῆς προσεχοῦς Δευτέρας θά ἀρχίσῃ ἡ διανομή ἐλαίου καί ζακχάρεως εἰς τούς κατόχους δελτίων.	[1263, 1884, 1429, 1941]
text-column-filler	[1264, 1942, 1429, 2052]
headline-cholera: 170 ΚΡΟΥΣΜΑΤΑ ΧΟΛΕΡΑΣ ΧΘΕΣ ΕΙΣ ΤΟ ΚΑΪΡΟΝ	[1026, 930, 1207, 1002]
divider	[763, 1410, 979, 1413]
headline-lead-denial: ΔΙΑΨΕΥΣΘΗ Η ΠΛΗΡΟΦΟΡΙΑ ΠΕΡΙ ΚΟΙΝΟΥ ΣΤΡΑΤΙΩΤΙΚΟΥ ΕΠΙΤΕΛΕΙΟΥ ΕΛΛΑΔΟΣ ΚΑΙ ΤΟΥΡΚΙΑΣ ΥΠΟ ΑΜΕΡΙΚΑΝΟΝ ΣΤΡΑΤΗΓΟΝ	[552, 133, 1176, 243]
body-bandits: ΘΕΣΣΑΛΟΝΙΚΗ, 1. (Τοῦ ἀνταποκριτοῦ μας). Τηλεγραφοῦν ἐκ τῶν διαφόρων ἐπαρχιῶν ὅτι αἱ συμμορίαι ἐξακολουθοῦν τάς ἐπιδρομάς των κατά τῶν χωρίων. Εἰς τήν περιοχήν τῆς Καστοριᾶς ἐπυρπόλησαν δύο χωρία καί ἀπήγαγον 15 κατοίκους. Εἰς τήν Χαλκιδικήν ἀφήρεσαν μεγάλον ἀριθμόν ζώων. Ὁ στρατός ἐπιδιώκει τούς συμμορίτας. Κατά τάς συμπλοκάς ἐφονεύθησαν 12 συμμορῖται. Εἰς τό χωρίον Ποληκάστρου ἐλεηλάτησαν τάς οἰκίας. ΛΑΡΙΣΑ, 1. Αἱ συμμορίαι τῆς Ὄθρυος ἐπετέθησαν κατά τοῦ χωρίου Δομοκοῦ. Ἡ χωροφυλακή ἀπέκρουσε τήν ἐπίθεσιν. Ἐκ τῶν κατοίκων ἐτραυματίσθησαν 3.	[1263, 1223, 1595, 1338]
body-olive-oil: Πρός τό ὑπουργεῖον τῆς Ἐθνικῆς Οἰκονομίας ὑπεβλήθη ἐν ὑπόμνημα τοῦ Ἐμπορικοῦ καί Βιομηχανικοῦ Ἐπιμελητηρίου Πειραιῶς διά τοῦ ὁποίου ζητεῖται ὅπως ἐπιτραπῇ ἡ ἐξαγωγή τοῦ ἐλαίου. Τό Ἐπιμελητήριον τονίζει ὅτι ἡ φετινή παραγωγή ὑπερβαίνει τάς ἀνάγκας τῆς ἐσωτερικῆς καταναλώσεως. Βάσει τῶν στατιστικῶν στοιχείων ἡ παραγωγή ὑπολογίζεται εἰς 120–130 χιλιάδας τόννους. Ἡ ἐσωτερική κατανάλωσις ἀνέρχεται εἰς 85.000 τόννους. Τό πλεόνασμα δύναται νά ἐξαχθῇ εἰς τάς ἀγοράς τοῦ ἐξωτερικοῦ μέ σημαντικόν ὄφελος διά τήν ἐθνικήν οἰκονομίαν. Ὁ ὑπουργός ὑπεσχέθη νά μελετήσῃ τό ζήτημα.	[1263, 860, 1595, 974]
divider	[112, 565, 472, 568]
text-column-filler	[996, 1284, 1237, 1444]
kicker-liberty-ships: ΚΑΙ ΘΑ ΜΕΤΑΠΩΛΗΘΟΥΝ ΕΙΣ ΕΦΟΠΛΙΣΤΑΣ	[168, 697, 416, 710]
cont-title-lead: ΣΥΝΕΧΕΙΣ ΒΑΣΙΛΕΙΣ ΑΜΕΡΙΚΑΝΩΝ	[764, 400, 964, 413]
divider	[112, 802, 472, 805]
middle-bottom-center	[754, 927, 979, 2038]
article-aid-delay	[491, 646, 1237, 912]
article-employees	[1264, 1488, 1429, 1831]
article-ship-value	[112, 811, 472, 955]
